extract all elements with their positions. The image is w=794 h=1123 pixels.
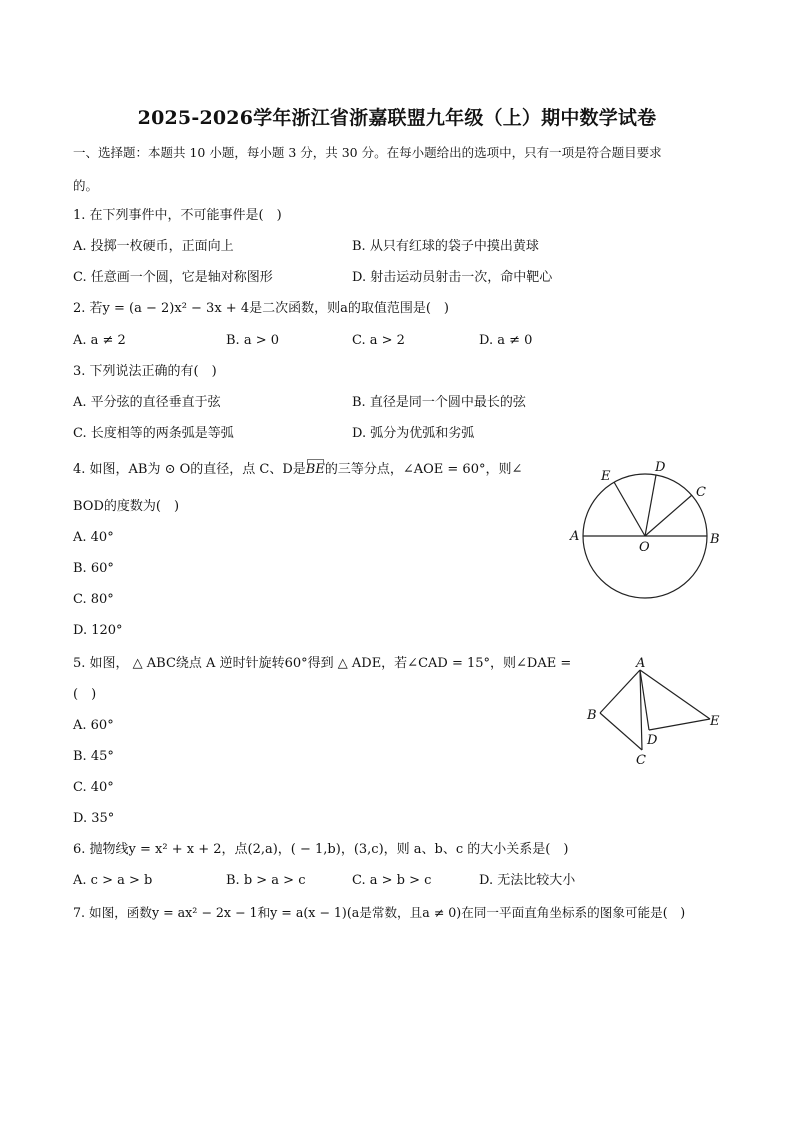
q1-option-c: C. 任意画一个圆，它是轴对称图形	[73, 270, 273, 285]
q3-option-c: C. 长度相等的两条弧是等弧	[73, 426, 234, 441]
q5-stem-line2: ( )	[73, 687, 97, 702]
q4-arc-label: BE	[305, 462, 325, 477]
exam-title: 2025-2026学年浙江省浙嘉联盟九年级（上）期中数学试卷	[137, 107, 657, 129]
q2-option-d: D. a ≠ 0	[479, 333, 533, 348]
q4-option-d: D. 120°	[73, 623, 123, 638]
q2-option-c: C. a > 2	[352, 333, 405, 348]
q5-option-b: B. 45°	[73, 749, 114, 764]
q3-option-a: A. 平分弦的直径垂直于弦	[73, 395, 221, 410]
q4-stem-line1	[73, 462, 522, 478]
label-d: D	[647, 733, 658, 748]
q6-option-a: A. c > a > b	[73, 873, 153, 888]
q6-option-c: C. a > b > c	[352, 873, 432, 888]
q4-option-a: A. 40°	[73, 530, 114, 545]
q3-option-b: B. 直径是同一个圆中最长的弦	[352, 395, 526, 410]
q6-stem: 6. 抛物线y = x² + x + 2，点(2,a)，( − 1,b)，(3,c)，则 a、b、c 的大小关系是( )	[73, 842, 569, 857]
radius-oe	[614, 482, 645, 536]
q5-option-d: D. 35°	[73, 811, 115, 826]
label-d: D	[655, 460, 666, 475]
label-c: C	[636, 753, 646, 768]
side-ae	[640, 670, 710, 719]
q5-option-a: A. 60°	[73, 718, 114, 733]
q7-stem: 7. 如图，函数y = ax² − 2x − 1和y = a(x − 1)(a是常数，且a ≠ 0)在同一平面直角坐标系的图象可能是( )	[73, 905, 686, 920]
q1-option-b: B. 从只有红球的袋子中摸出黄球	[352, 239, 539, 254]
section-heading-line1: 一、选择题：本题共 10 小题，每小题 3 分，共 30 分。在每小题给出的选项中，只有一项是符合题目要求	[73, 145, 662, 160]
q4-stem-part2: 的三等分点，∠AOE = 60°，则∠	[324, 462, 523, 477]
side-bc	[600, 713, 642, 750]
side-ab	[600, 670, 640, 713]
q1-option-a: A. 投掷一枚硬币，正面向上	[73, 239, 234, 254]
q6-option-d: D. 无法比较大小	[479, 873, 576, 888]
q4-stem-part1: 4. 如图，AB为 ⊙ O的直径，点 C、D是	[73, 462, 306, 477]
label-a: A	[570, 529, 580, 544]
label-a: A	[636, 656, 646, 671]
q1-option-d: D. 射击运动员射击一次，命中靶心	[352, 270, 553, 285]
label-b: B	[710, 532, 720, 547]
label-b: B	[587, 708, 597, 723]
q2-option-b: B. a > 0	[226, 333, 279, 348]
section-heading-line2: 的。	[73, 178, 99, 193]
q4-option-b: B. 60°	[73, 561, 114, 576]
q4-arc-be	[306, 462, 325, 478]
arc-overline	[307, 459, 324, 465]
q3-stem: 3. 下列说法正确的有( )	[73, 364, 217, 379]
q5-option-c: C. 40°	[73, 780, 114, 795]
q6-option-b: B. b > a > c	[226, 873, 306, 888]
q1-stem: 1. 在下列事件中，不可能事件是( )	[73, 208, 282, 223]
label-e: E	[710, 714, 720, 729]
q4-circle-figure	[560, 452, 730, 607]
label-c: C	[696, 485, 706, 500]
q5-triangle-figure	[580, 652, 730, 772]
label-e: E	[601, 469, 611, 484]
q2-option-a: A. a ≠ 2	[73, 333, 126, 348]
q4-option-c: C. 80°	[73, 592, 114, 607]
radius-oc	[645, 495, 692, 536]
side-de	[649, 719, 710, 730]
radius-od	[645, 475, 656, 536]
q4-stem-line2: BOD的度数为( )	[73, 499, 180, 514]
q2-stem: 2. 若y = (a − 2)x² − 3x + 4是二次函数，则a的取值范围是( )	[73, 301, 449, 316]
q3-option-d: D. 弧分为优弧和劣弧	[352, 426, 475, 441]
label-o: O	[639, 540, 650, 555]
q5-stem-line1: 5. 如图， △ ABC绕点 A 逆时针旋转60°得到 △ ADE，若∠CAD = 15°，则∠DAE =	[73, 656, 572, 671]
